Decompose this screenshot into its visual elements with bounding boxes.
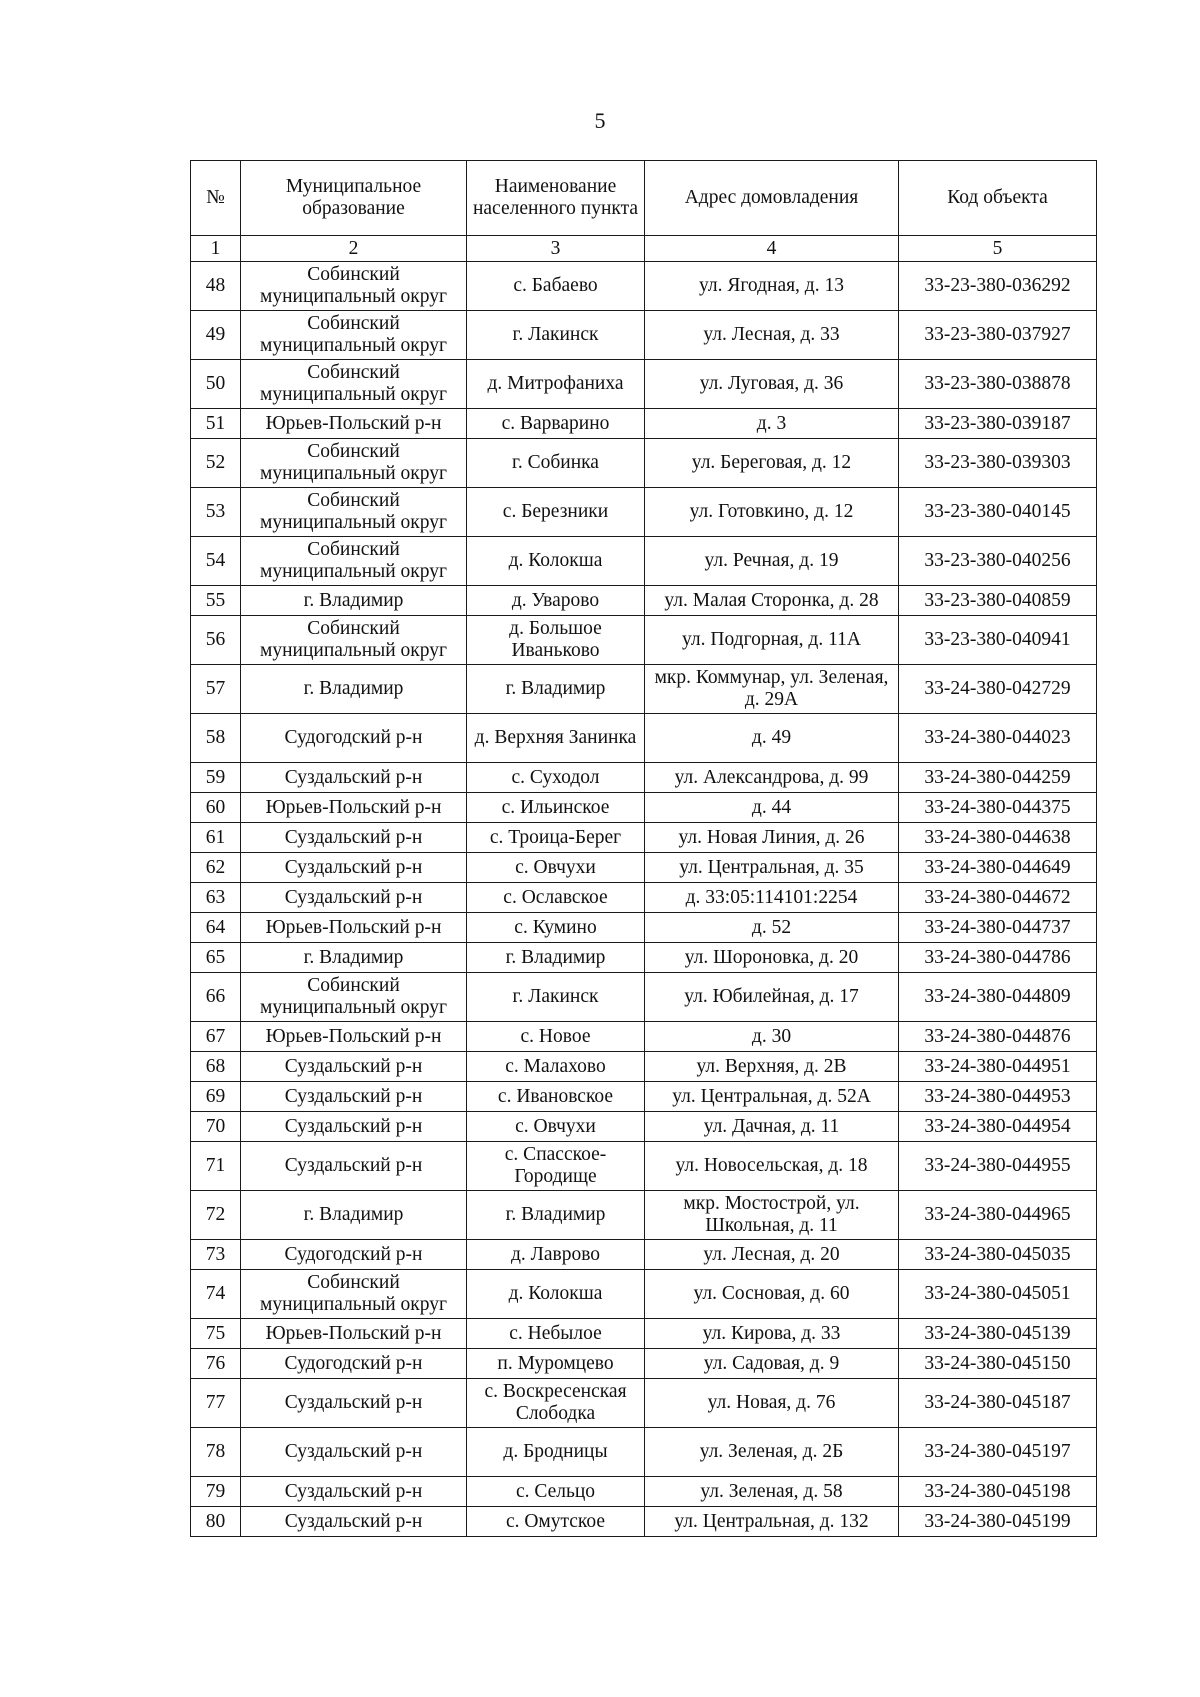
- cell-address: д. 33:05:114101:2254: [645, 883, 899, 913]
- cell-object-code: 33-23-380-037927: [899, 311, 1097, 360]
- cell-municipality: Судогодский р-н: [241, 1349, 467, 1379]
- table-row: [191, 537, 1097, 586]
- column-number: 4: [645, 236, 899, 262]
- table-row: [191, 1240, 1097, 1270]
- cell-settlement: г. Лакинск: [467, 311, 645, 360]
- cell-number: 69: [191, 1082, 241, 1112]
- page-number: 5: [594, 108, 606, 133]
- cell-number: 54: [191, 537, 241, 586]
- cell-object-code: 33-24-380-044955: [899, 1142, 1097, 1191]
- cell-number: 75: [191, 1319, 241, 1349]
- cell-settlement: д. Верхняя Занинка: [467, 714, 645, 763]
- cell-settlement: с. Варварино: [467, 409, 645, 439]
- cell-number: 76: [191, 1349, 241, 1379]
- cell-municipality: Собинский муниципальный округ: [241, 616, 467, 665]
- cell-number: 80: [191, 1507, 241, 1537]
- table-row: [191, 665, 1097, 714]
- cell-number: 65: [191, 943, 241, 973]
- cell-address: д. 52: [645, 913, 899, 943]
- cell-address: ул. Новая, д. 76: [645, 1379, 899, 1428]
- table-row: [191, 1191, 1097, 1240]
- table-row: [191, 913, 1097, 943]
- cell-address: ул. Садовая, д. 9: [645, 1349, 899, 1379]
- table-header-row: [191, 161, 1097, 236]
- table-row: [191, 714, 1097, 763]
- table-row: [191, 1270, 1097, 1319]
- column-number: 3: [467, 236, 645, 262]
- cell-object-code: 33-24-380-045051: [899, 1270, 1097, 1319]
- cell-settlement: д. Большое Иваньково: [467, 616, 645, 665]
- cell-address: ул. Новая Линия, д. 26: [645, 823, 899, 853]
- table-row: [191, 1052, 1097, 1082]
- header-settlement: Наименование населенного пункта: [467, 161, 645, 236]
- table-row: [191, 853, 1097, 883]
- table-row: [191, 793, 1097, 823]
- cell-municipality: Суздальский р-н: [241, 763, 467, 793]
- cell-number: 77: [191, 1379, 241, 1428]
- table-row: [191, 763, 1097, 793]
- cell-object-code: 33-24-380-044965: [899, 1191, 1097, 1240]
- cell-settlement: д. Колокша: [467, 1270, 645, 1319]
- cell-number: 61: [191, 823, 241, 853]
- table-row: [191, 1082, 1097, 1112]
- cell-object-code: 33-24-380-044672: [899, 883, 1097, 913]
- cell-object-code: 33-24-380-045035: [899, 1240, 1097, 1270]
- cell-address: ул. Новосельская, д. 18: [645, 1142, 899, 1191]
- cell-object-code: 33-24-380-044809: [899, 973, 1097, 1022]
- cell-address: ул. Дачная, д. 11: [645, 1112, 899, 1142]
- cell-number: 74: [191, 1270, 241, 1319]
- registry-table: [190, 160, 1097, 1537]
- cell-municipality: Собинский муниципальный округ: [241, 311, 467, 360]
- cell-number: 58: [191, 714, 241, 763]
- cell-object-code: 33-24-380-044951: [899, 1052, 1097, 1082]
- table-row: [191, 1022, 1097, 1052]
- cell-settlement: с. Березники: [467, 488, 645, 537]
- cell-object-code: 33-24-380-044649: [899, 853, 1097, 883]
- cell-number: 60: [191, 793, 241, 823]
- cell-object-code: 33-24-380-044876: [899, 1022, 1097, 1052]
- cell-address: ул. Центральная, д. 52А: [645, 1082, 899, 1112]
- cell-number: 56: [191, 616, 241, 665]
- cell-settlement: с. Кумино: [467, 913, 645, 943]
- cell-settlement: д. Уварово: [467, 586, 645, 616]
- cell-object-code: 33-23-380-039187: [899, 409, 1097, 439]
- table-row: [191, 409, 1097, 439]
- cell-address: ул. Центральная, д. 132: [645, 1507, 899, 1537]
- header-object-code: Код объекта: [899, 161, 1097, 236]
- cell-address: ул. Зеленая, д. 2Б: [645, 1428, 899, 1477]
- cell-address: ул. Сосновая, д. 60: [645, 1270, 899, 1319]
- table-row: [191, 1112, 1097, 1142]
- cell-object-code: 33-24-380-045187: [899, 1379, 1097, 1428]
- cell-address: ул. Центральная, д. 35: [645, 853, 899, 883]
- table-row: [191, 973, 1097, 1022]
- cell-address: ул. Речная, д. 19: [645, 537, 899, 586]
- cell-number: 71: [191, 1142, 241, 1191]
- cell-address: ул. Шороновка, д. 20: [645, 943, 899, 973]
- cell-settlement: с. Ославское: [467, 883, 645, 913]
- table-row: [191, 488, 1097, 537]
- table-row: [191, 262, 1097, 311]
- table-row: [191, 1477, 1097, 1507]
- cell-object-code: 33-24-380-044023: [899, 714, 1097, 763]
- cell-address: ул. Подгорная, д. 11А: [645, 616, 899, 665]
- cell-address: д. 30: [645, 1022, 899, 1052]
- cell-number: 66: [191, 973, 241, 1022]
- column-numbers-row: [191, 236, 1097, 262]
- cell-number: 70: [191, 1112, 241, 1142]
- cell-settlement: г. Собинка: [467, 439, 645, 488]
- cell-settlement: с. Овчухи: [467, 1112, 645, 1142]
- cell-address: д. 3: [645, 409, 899, 439]
- cell-municipality: Суздальский р-н: [241, 1142, 467, 1191]
- cell-settlement: с. Сельцо: [467, 1477, 645, 1507]
- cell-number: 53: [191, 488, 241, 537]
- cell-number: 68: [191, 1052, 241, 1082]
- cell-municipality: г. Владимир: [241, 586, 467, 616]
- cell-settlement: с. Ивановское: [467, 1082, 645, 1112]
- cell-settlement: п. Муромцево: [467, 1349, 645, 1379]
- cell-municipality: Собинский муниципальный округ: [241, 360, 467, 409]
- cell-object-code: 33-24-380-045139: [899, 1319, 1097, 1349]
- cell-number: 59: [191, 763, 241, 793]
- cell-settlement: с. Спасское-Городище: [467, 1142, 645, 1191]
- cell-object-code: 33-23-380-040256: [899, 537, 1097, 586]
- cell-municipality: Суздальский р-н: [241, 1379, 467, 1428]
- cell-settlement: с. Небылое: [467, 1319, 645, 1349]
- cell-object-code: 33-24-380-044953: [899, 1082, 1097, 1112]
- cell-municipality: Юрьев-Польский р-н: [241, 793, 467, 823]
- table-row: [191, 823, 1097, 853]
- cell-settlement: с. Малахово: [467, 1052, 645, 1082]
- cell-municipality: Суздальский р-н: [241, 1477, 467, 1507]
- column-number: 2: [241, 236, 467, 262]
- cell-municipality: Суздальский р-н: [241, 1082, 467, 1112]
- cell-settlement: г. Владимир: [467, 1191, 645, 1240]
- cell-settlement: с. Суходол: [467, 763, 645, 793]
- cell-municipality: Юрьев-Польский р-н: [241, 913, 467, 943]
- cell-settlement: с. Омутское: [467, 1507, 645, 1537]
- cell-object-code: 33-24-380-045150: [899, 1349, 1097, 1379]
- table-row: [191, 1428, 1097, 1477]
- cell-settlement: д. Лаврово: [467, 1240, 645, 1270]
- table-row: [191, 883, 1097, 913]
- cell-object-code: 33-23-380-038878: [899, 360, 1097, 409]
- cell-number: 73: [191, 1240, 241, 1270]
- cell-object-code: 33-24-380-044375: [899, 793, 1097, 823]
- table-row: [191, 1349, 1097, 1379]
- column-number: 5: [899, 236, 1097, 262]
- cell-number: 51: [191, 409, 241, 439]
- cell-municipality: г. Владимир: [241, 1191, 467, 1240]
- cell-municipality: Собинский муниципальный округ: [241, 439, 467, 488]
- cell-address: ул. Александрова, д. 99: [645, 763, 899, 793]
- table-row: [191, 360, 1097, 409]
- cell-object-code: 33-23-380-040859: [899, 586, 1097, 616]
- cell-number: 48: [191, 262, 241, 311]
- cell-address: мкр. Коммунар, ул. Зеленая, д. 29А: [645, 665, 899, 714]
- cell-address: ул. Зеленая, д. 58: [645, 1477, 899, 1507]
- table-row: [191, 943, 1097, 973]
- cell-address: д. 49: [645, 714, 899, 763]
- cell-municipality: Собинский муниципальный округ: [241, 537, 467, 586]
- cell-object-code: 33-24-380-044786: [899, 943, 1097, 973]
- cell-municipality: Суздальский р-н: [241, 853, 467, 883]
- cell-municipality: Юрьев-Польский р-н: [241, 409, 467, 439]
- table-row: [191, 1379, 1097, 1428]
- table-row: [191, 439, 1097, 488]
- cell-address: ул. Готовкино, д. 12: [645, 488, 899, 537]
- cell-address: ул. Верхняя, д. 2В: [645, 1052, 899, 1082]
- cell-settlement: д. Колокша: [467, 537, 645, 586]
- cell-number: 49: [191, 311, 241, 360]
- cell-address: д. 44: [645, 793, 899, 823]
- table-row: [191, 311, 1097, 360]
- cell-object-code: 33-24-380-044737: [899, 913, 1097, 943]
- cell-address: ул. Ягодная, д. 13: [645, 262, 899, 311]
- cell-number: 78: [191, 1428, 241, 1477]
- cell-number: 57: [191, 665, 241, 714]
- cell-municipality: Собинский муниципальный округ: [241, 1270, 467, 1319]
- cell-municipality: Суздальский р-н: [241, 1507, 467, 1537]
- cell-settlement: д. Митрофаниха: [467, 360, 645, 409]
- cell-settlement: с. Овчухи: [467, 853, 645, 883]
- cell-municipality: Суздальский р-н: [241, 823, 467, 853]
- cell-object-code: 33-24-380-045199: [899, 1507, 1097, 1537]
- table-row: [191, 1142, 1097, 1191]
- table-row: [191, 1319, 1097, 1349]
- cell-settlement: г. Владимир: [467, 665, 645, 714]
- cell-object-code: 33-24-380-045197: [899, 1428, 1097, 1477]
- cell-settlement: г. Владимир: [467, 943, 645, 973]
- table-row: [191, 1507, 1097, 1537]
- cell-object-code: 33-23-380-040145: [899, 488, 1097, 537]
- cell-municipality: Юрьев-Польский р-н: [241, 1022, 467, 1052]
- cell-municipality: Суздальский р-н: [241, 1112, 467, 1142]
- column-number: 1: [191, 236, 241, 262]
- header-number: №: [191, 161, 241, 236]
- cell-number: 55: [191, 586, 241, 616]
- cell-number: 50: [191, 360, 241, 409]
- cell-municipality: Суздальский р-н: [241, 1428, 467, 1477]
- cell-address: ул. Лесная, д. 33: [645, 311, 899, 360]
- header-municipality: Муниципальное образование: [241, 161, 467, 236]
- cell-settlement: с. Бабаево: [467, 262, 645, 311]
- table-row: [191, 586, 1097, 616]
- cell-number: 52: [191, 439, 241, 488]
- cell-settlement: с. Ильинское: [467, 793, 645, 823]
- cell-address: ул. Малая Сторонка, д. 28: [645, 586, 899, 616]
- cell-municipality: Собинский муниципальный округ: [241, 262, 467, 311]
- cell-address: ул. Кирова, д. 33: [645, 1319, 899, 1349]
- cell-object-code: 33-23-380-040941: [899, 616, 1097, 665]
- cell-address: ул. Береговая, д. 12: [645, 439, 899, 488]
- cell-number: 62: [191, 853, 241, 883]
- cell-address: мкр. Мостострой, ул. Школьная, д. 11: [645, 1191, 899, 1240]
- cell-object-code: 33-23-380-039303: [899, 439, 1097, 488]
- cell-address: ул. Луговая, д. 36: [645, 360, 899, 409]
- cell-settlement: с. Новое: [467, 1022, 645, 1052]
- cell-municipality: г. Владимир: [241, 943, 467, 973]
- cell-object-code: 33-24-380-044638: [899, 823, 1097, 853]
- cell-municipality: Суздальский р-н: [241, 1052, 467, 1082]
- cell-object-code: 33-24-380-042729: [899, 665, 1097, 714]
- cell-settlement: г. Лакинск: [467, 973, 645, 1022]
- cell-object-code: 33-24-380-044259: [899, 763, 1097, 793]
- cell-municipality: Собинский муниципальный округ: [241, 488, 467, 537]
- cell-settlement: д. Бродницы: [467, 1428, 645, 1477]
- cell-number: 63: [191, 883, 241, 913]
- cell-municipality: Юрьев-Польский р-н: [241, 1319, 467, 1349]
- cell-object-code: 33-24-380-044954: [899, 1112, 1097, 1142]
- cell-object-code: 33-24-380-045198: [899, 1477, 1097, 1507]
- cell-municipality: г. Владимир: [241, 665, 467, 714]
- cell-number: 79: [191, 1477, 241, 1507]
- cell-object-code: 33-23-380-036292: [899, 262, 1097, 311]
- cell-municipality: Судогодский р-н: [241, 714, 467, 763]
- cell-number: 67: [191, 1022, 241, 1052]
- cell-number: 64: [191, 913, 241, 943]
- cell-municipality: Судогодский р-н: [241, 1240, 467, 1270]
- header-address: Адрес домовладения: [645, 161, 899, 236]
- cell-municipality: Собинский муниципальный округ: [241, 973, 467, 1022]
- cell-settlement: с. Воскресенская Слободка: [467, 1379, 645, 1428]
- cell-number: 72: [191, 1191, 241, 1240]
- cell-address: ул. Лесная, д. 20: [645, 1240, 899, 1270]
- cell-municipality: Суздальский р-н: [241, 883, 467, 913]
- cell-settlement: с. Троица-Берег: [467, 823, 645, 853]
- cell-address: ул. Юбилейная, д. 17: [645, 973, 899, 1022]
- table-row: [191, 616, 1097, 665]
